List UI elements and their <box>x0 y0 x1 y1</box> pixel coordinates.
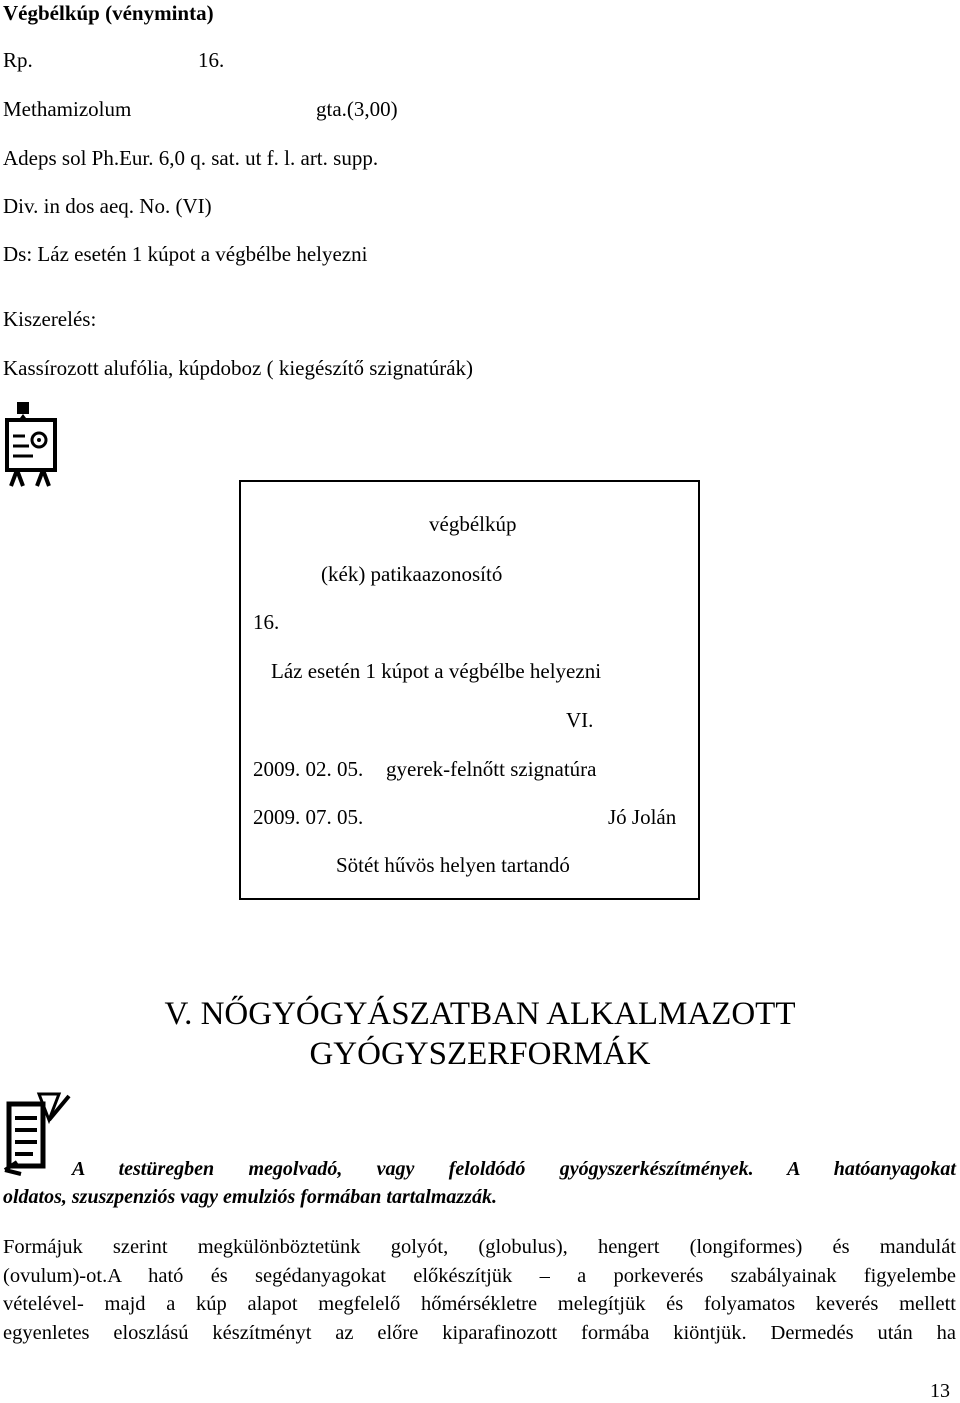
rp-number: 16. <box>198 48 225 72</box>
label-quantity: VI. <box>566 708 594 732</box>
body-line-4: egyenletes eloszlású készítményt az előre kiparafinozott formába kiöntjük. Dermedés után ha <box>3 1321 956 1344</box>
recipe-base-line: Adeps sol Ph.Eur. 6,0 q. sat. ut f. l. art. supp. <box>3 146 379 170</box>
label-date1: 2009. 02. 05. <box>253 757 364 781</box>
recipe-division-line: Div. in dos aeq. No. (VI) <box>3 194 212 218</box>
section-heading-line1: V. NŐGYÓGYÁSZATBAN ALKALMAZOTT <box>164 996 796 1032</box>
label-number: 16. <box>253 610 280 634</box>
body-line-1: Formájuk szerint megkülönböztetünk golyót, (globulus), hengert (longiformes) és mandulát <box>3 1236 956 1258</box>
label-storage: Sötét hűvös helyen tartandó <box>336 853 570 877</box>
label-date2: 2009. 07. 05. <box>253 805 364 829</box>
easel-presentation-icon <box>3 400 59 490</box>
label-identifier: (kék) patikaazonosító <box>321 562 503 586</box>
body-line-3: vételével- majd a kúp alapot megfelelő hőmérsékletre melegítjük és folyamatos keverés mellett <box>3 1293 956 1315</box>
packaging-text: Kassírozott alufólia, kúpdoboz ( kiegészítő szignatúrák) <box>3 356 474 380</box>
label-instruction: Láz esetén 1 kúpot a végbélbe helyezni <box>271 659 602 683</box>
rp-label: Rp. <box>3 48 33 72</box>
packaging-heading: Kiszerelés: <box>3 307 97 331</box>
signature-label-box <box>239 480 700 900</box>
recipe-title: Végbélkúp (vényminta) <box>3 1 214 25</box>
ingredient-name: Methamizolum <box>3 97 132 121</box>
ingredient-amount: gta.(3,00) <box>316 97 398 121</box>
page-number: 13 <box>930 1380 950 1402</box>
body-line-2: (ovulum)-ot.A ható és segédanyagokat előkészítjük – a porkeverés szabályainak figyelembe <box>3 1264 956 1287</box>
body-paragraph <box>3 1233 956 1347</box>
label-signature-type: gyerek-felnőtt szignatúra <box>386 757 597 781</box>
label-form: végbélkúp <box>429 512 517 536</box>
document-pen-icon <box>3 1090 73 1176</box>
section-heading-line2: GYÓGYSZERFORMÁK <box>309 1036 651 1072</box>
label-pharmacist: Jó Jolán <box>608 805 677 829</box>
recipe-dosage: Ds: Láz esetén 1 kúpot a végbélbe helyezni <box>3 242 368 266</box>
intro-line-2: oldatos, szuszpenziós vagy emulziós formában tartalmazzák. <box>3 1186 497 1208</box>
intro-line-1: A testüregben megolvadó, vagy feloldódó gyógyszerkészítmények. A hatóanyagokat <box>72 1158 956 1180</box>
